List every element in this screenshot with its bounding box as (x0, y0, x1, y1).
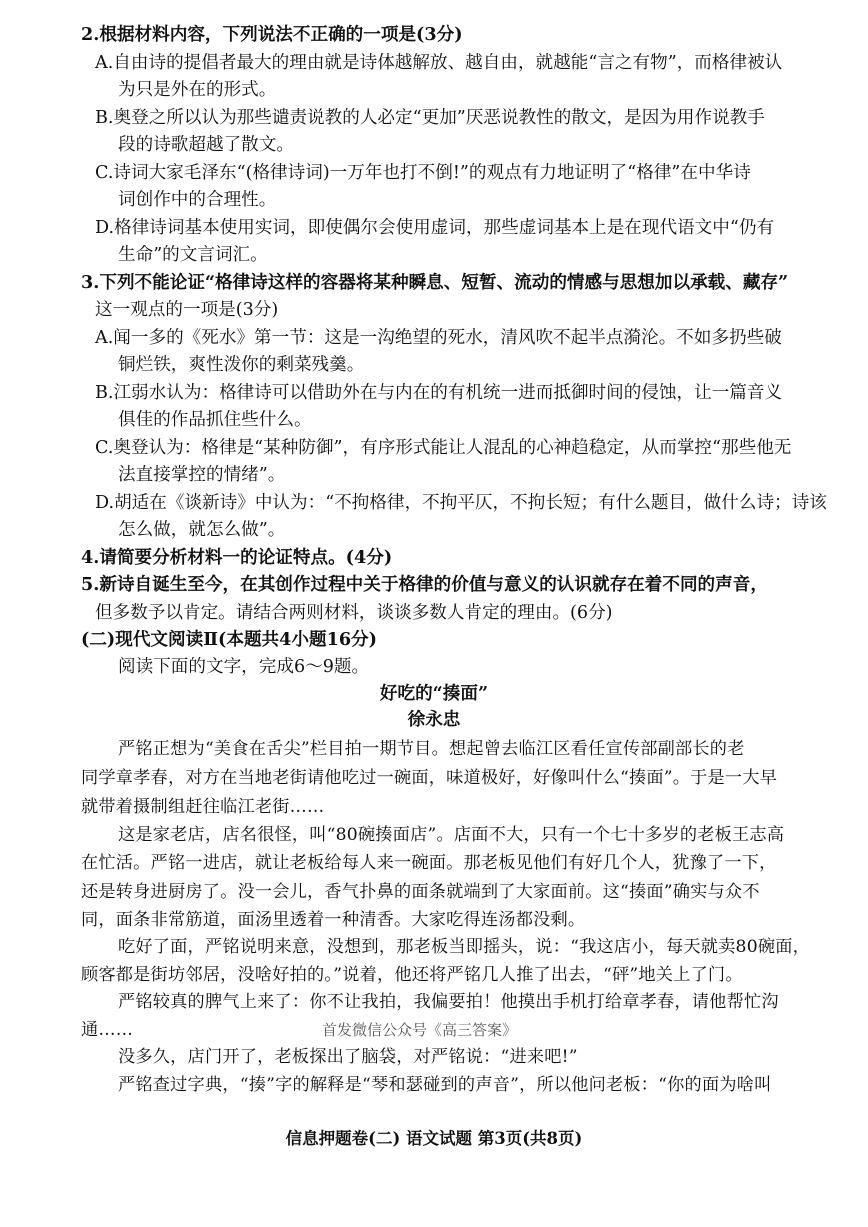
section-heading: (二)现代文阅读Ⅱ(本题共4小题16分) (81, 629, 377, 650)
q2-option-b-cont: 段的诗歌超越了散文。 (118, 135, 294, 155)
story-line: 顾客都是街坊邻居，没啥好拍的。”说着，他还将严铭几人推了出去，“砰”地关上了门。 (81, 965, 743, 985)
q2-option-d-cont: 生命”的文言词汇。 (118, 245, 268, 265)
story-line: 没多久，店门开了，老板探出了脑袋，对严铭说：“进来吧!” (118, 1047, 578, 1067)
q3-stem-cont: 这一观点的一项是(3分) (95, 300, 279, 320)
story-line: 这是家老店，店名很怪，叫“80碗揍面店”。店面不大，只有一个七十多岁的老板王志高 (118, 825, 785, 845)
q3-option-a: A.闻一多的《死水》第一节：这是一沟绝望的死水，清风吹不起半点漪沦。不如多扔些破 (95, 328, 782, 348)
q3-option-a-cont: 铜烂铁，爽性泼你的剩菜残羹。 (118, 355, 365, 375)
story-line: 严铭正想为“美食在舌尖”栏目拍一期节目。想起曾去临江区看任宣传部副部长的老 (118, 739, 745, 759)
q2-option-d: D.格律诗词基本使用实词，即使偶尔会使用虚词，那些虚词基本上是在现代语文中“仍有 (95, 218, 775, 238)
question-4: 4.请简要分析材料一的论证特点。(4分) (81, 547, 393, 568)
story-line: 严铭较真的脾气上来了：你不让我拍，我偏要拍！他摸出手机打给章孝春，请他帮忙沟 (118, 992, 779, 1012)
story-line: 同学章孝春，对方在当地老街请他吃过一碗面，味道极好，好像叫什么“揍面”。于是一大早 (81, 768, 778, 788)
page-footer: 信息押题卷(二) 语文试题 第3页(共8页) (285, 1129, 583, 1148)
q2-option-a-cont: 为只是外在的形式。 (118, 80, 277, 100)
q3-option-d-cont: 怎么做，就怎么做”。 (118, 520, 286, 540)
q3-option-c-cont: 法直接掌控的情绪”。 (118, 465, 286, 485)
q2-option-c: C.诗词大家毛泽东“(格律诗词)一万年也打不倒!”的观点有力地证明了“格律”在中华诗 (95, 163, 751, 183)
watermark: 首发微信公众号《高三答案》 (322, 1021, 518, 1039)
story-line: 就带着摄制组赶往临江老街…… (81, 797, 325, 817)
story-line: 严铭查过字典，“揍”字的解释是“琴和瑟碰到的声音”，所以他问老板：“你的面为啥叫 (118, 1075, 772, 1095)
story-title: 好吃的“揍面” (379, 683, 489, 704)
q3-stem: 3.下列不能论证“格律诗这样的容器将某种瞬息、短暂、流动的情感与思想加以承载、藏存” (81, 272, 789, 293)
q2-option-c-cont: 词创作中的合理性。 (118, 190, 277, 210)
q3-option-b-cont: 俱佳的作品抓住些什么。 (118, 410, 312, 430)
q3-option-b: B.江弱水认为：格律诗可以借助外在与内在的有机统一进而抵御时间的侵蚀，让一篇音义 (95, 383, 783, 403)
section-instruction: 阅读下面的文字，完成6～9题。 (118, 657, 370, 677)
story-line: 通…… (81, 1020, 134, 1040)
story-line: 在忙活。严铭一进店，就让老板给每人来一碗面。那老板见他们有好几个人，犹豫了一下， (81, 853, 777, 873)
q2-stem: 2.根据材料内容，下列说法不正确的一项是(3分) (81, 24, 463, 45)
q5-stem: 5.新诗自诞生至今，在其创作过程中关于格律的价值与意义的认识就存在着不同的声音， (81, 574, 768, 595)
q3-option-c: C.奥登认为：格律是“某种防御”，有序形式能让人混乱的心神趋稳定，从而掌控“那些他无 (95, 438, 792, 458)
story-author: 徐永忠 (407, 709, 461, 730)
q3-option-d: D.胡适在《谈新诗》中认为：“不拘格律，不拘平仄，不拘长短；有什么题目，做什么诗；诗该 (95, 493, 827, 513)
story-line: 吃好了面，严铭说明来意，没想到，那老板当即摇头，说：“我这店小，每天就卖80碗面， (118, 937, 810, 957)
q2-option-b: B.奥登之所以认为那些谴责说教的人必定“更加”厌恶说教性的散文，是因为用作说教手 (95, 108, 765, 128)
q5-stem-cont: 但多数予以肯定。请结合两则材料，谈谈多数人肯定的理由。(6分) (95, 603, 613, 623)
story-line: 同，面条非常筋道，面汤里透着一种清香。大家吃得连汤都没剩。 (81, 910, 586, 930)
q2-option-a: A.自由诗的提倡者最大的理由就是诗体越解放、越自由，就越能“言之有物”，而格律被认 (95, 53, 783, 73)
story-line: 还是转身进厨房了。没一会儿，香气扑鼻的面条就端到了大家面前。这“揍面”确实与众不 (81, 882, 760, 902)
